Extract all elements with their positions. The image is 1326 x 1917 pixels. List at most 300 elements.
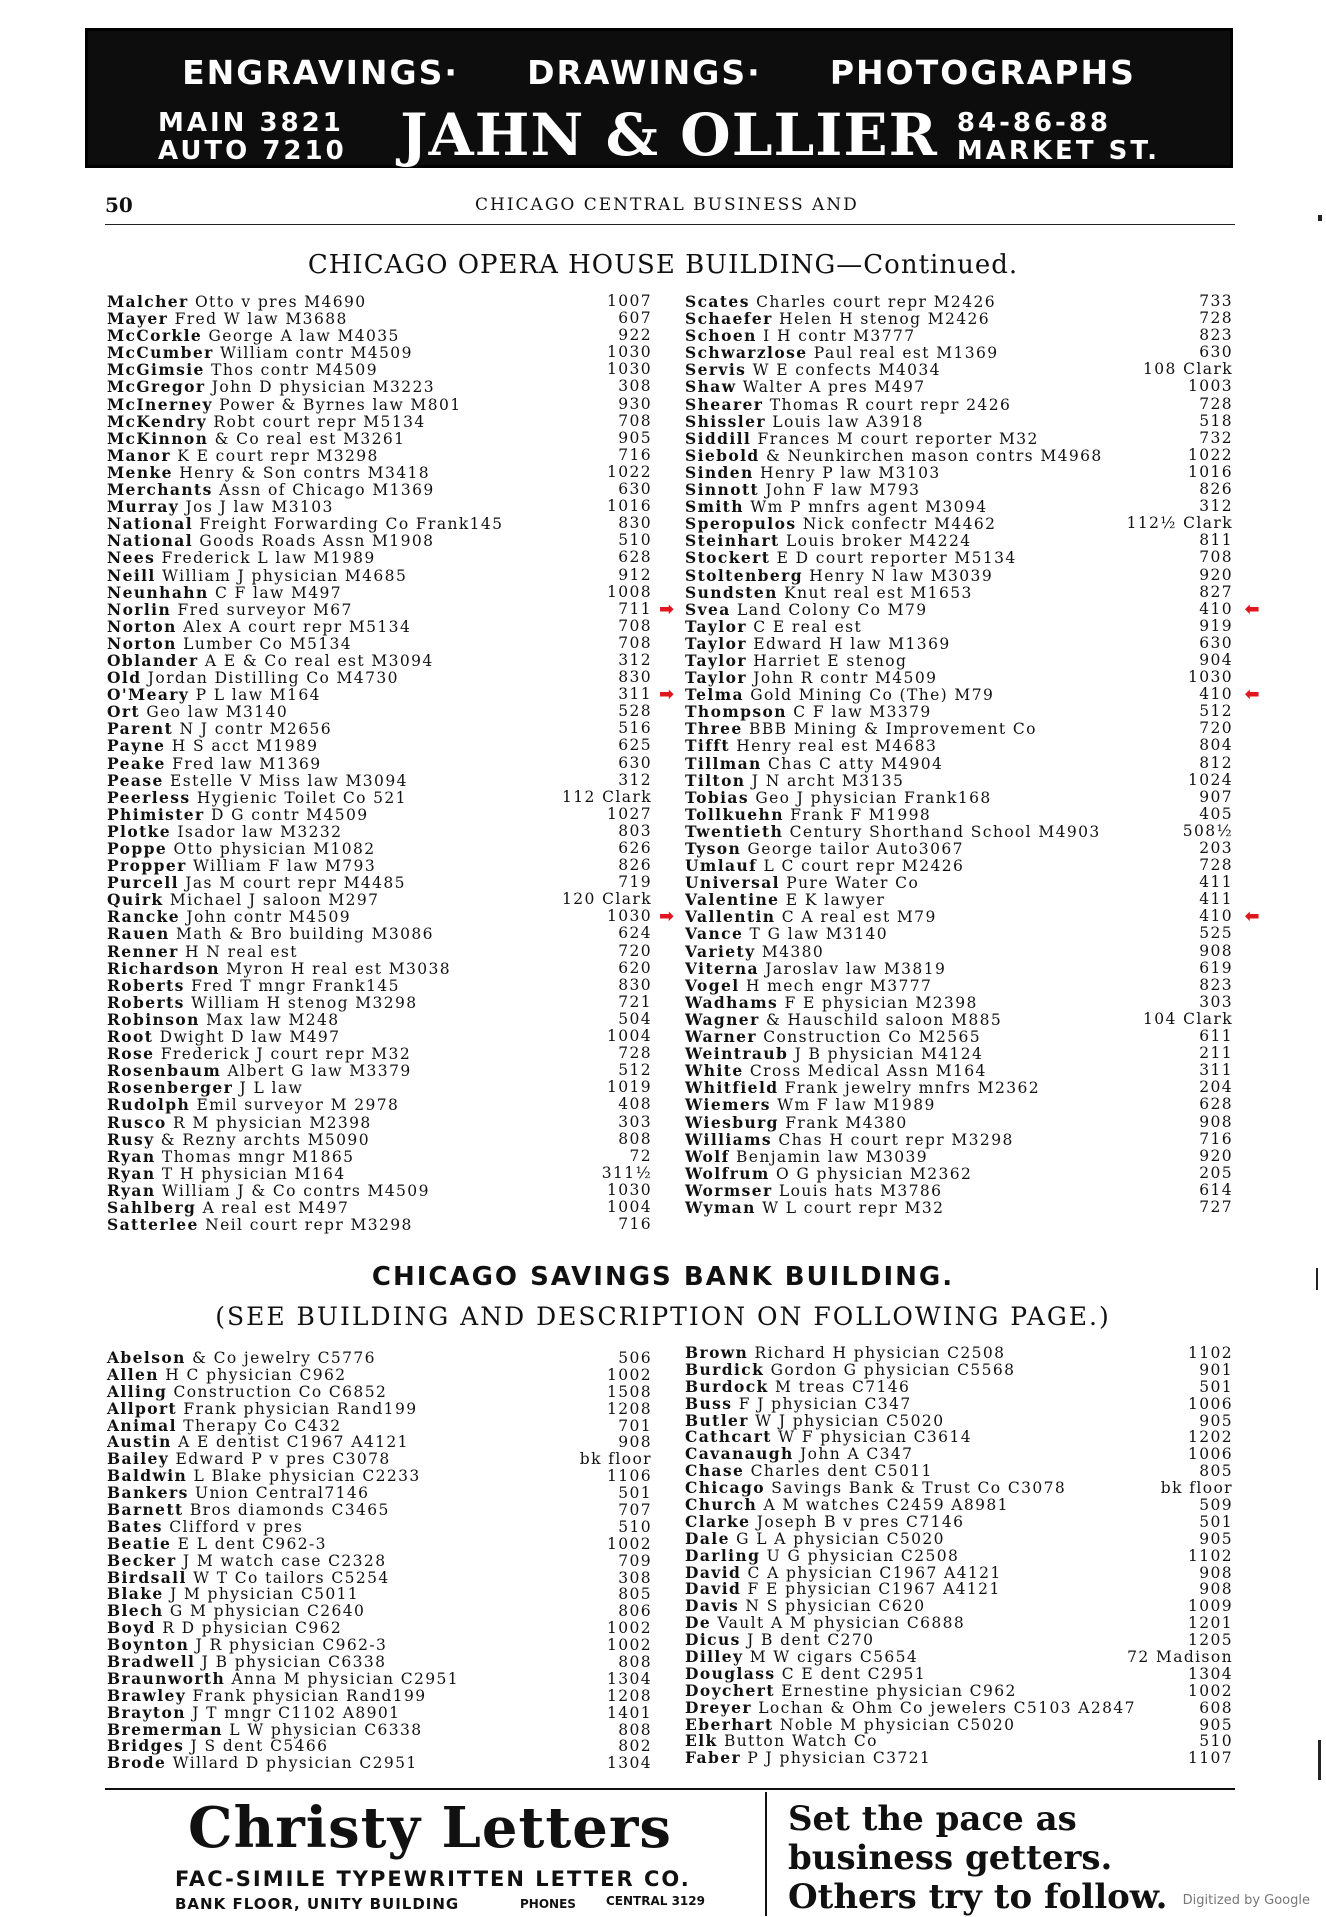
directory-entry [107, 1485, 652, 1502]
savings-bank-note: (SEE BUILDING AND DESCRIPTION ON FOLLOWING PAGE.) [215, 1302, 1111, 1331]
directory-entry [107, 1516, 652, 1536]
directory-entry [107, 720, 652, 737]
entry-room: 630 [618, 480, 652, 499]
directory-entry [685, 413, 1233, 430]
directory-entry [685, 498, 1233, 515]
entry-room: 1208 [606, 1686, 652, 1705]
entry-room: 1022 [1187, 445, 1233, 464]
entry-name: Taylor Edward H law M1369 [685, 633, 951, 653]
ad-slogan: Set the pace as business getters. Others try to follow. [788, 1799, 1168, 1917]
entry-room: 805 [618, 1585, 652, 1604]
directory-entry [685, 567, 1233, 584]
entry-name: Norlin Fred surveyor M67 [107, 599, 353, 619]
entry-name: Satterlee Neil court repr M3298 [107, 1215, 413, 1235]
entry-room: 620 [618, 958, 652, 977]
entry-room: 614 [1199, 1180, 1233, 1199]
entry-room: 732 [1199, 428, 1233, 447]
entry-name: Vallentin C A real est M79 [685, 907, 937, 927]
entry-name: Oblander A E & Co real est M3094 [107, 650, 434, 670]
entry-name: Tilton J N archt M3135 [685, 770, 905, 790]
entry-name: Rauen Math & Bro building M3086 [107, 924, 434, 944]
entry-name: McCumber William contr M4509 [107, 343, 413, 363]
entry-name: Norton Alex A court repr M5134 [107, 616, 412, 636]
christy-letters-ad [110, 1795, 750, 1916]
entry-room: 508½ [1182, 821, 1233, 840]
entry-name: Allport Frank physician Rand199 [107, 1398, 418, 1418]
entry-room: 823 [1199, 975, 1233, 994]
entry-name: Rusy & Rezny archts M5090 [107, 1129, 370, 1149]
directory-entry [659, 684, 1261, 706]
directory-entry [685, 1480, 1233, 1497]
entry-room: 720 [618, 941, 652, 960]
entry-name: Abelson & Co jewelry C5776 [107, 1348, 376, 1367]
entry-room: 908 [1199, 1563, 1233, 1582]
entry-name: Twentieth Century Shorthand School M4903 [685, 821, 1101, 841]
directory-entry [107, 430, 652, 447]
entry-name: Malcher Otto v pres M4690 [107, 292, 367, 311]
entry-room: 920 [1199, 565, 1233, 584]
entry-name: Brawley Frank physician Rand199 [107, 1685, 427, 1705]
entry-room: 802 [618, 1737, 652, 1756]
directory-entry [107, 584, 652, 601]
directory-entry [107, 601, 652, 618]
entry-name: Williams Chas H court repr M3298 [685, 1129, 1014, 1149]
directory-entry [685, 1114, 1233, 1131]
entry-name: Wolf Benjamin law M3039 [685, 1146, 929, 1166]
directory-entry [685, 515, 1233, 532]
entry-name: Ryan Thomas mngr M1865 [107, 1146, 355, 1166]
directory-entry [685, 806, 1233, 823]
entry-room: 908 [618, 1433, 652, 1452]
entry-name: Bailey Edward P v pres C3078 [107, 1449, 391, 1469]
directory-entry [107, 686, 652, 703]
directory-entry [107, 1550, 652, 1570]
entry-name: Cathcart W F physician C3614 [685, 1427, 972, 1447]
entry-name: Shissler Louis law A3918 [685, 411, 924, 431]
directory-entry [107, 1045, 652, 1062]
entry-name: Valentine E K lawyer [685, 890, 886, 910]
entry-room: 630 [618, 753, 652, 772]
directory-entry [685, 1463, 1233, 1480]
directory-entry [685, 584, 1233, 601]
entry-name: Faber P J physician C3721 [685, 1748, 932, 1768]
entry-name: Schwarzlose Paul real est M1369 [685, 343, 999, 363]
entry-room: 630 [1199, 343, 1233, 362]
entry-name: Rosenbaum Albert G law M3379 [107, 1061, 412, 1081]
entry-room: 410 [1199, 685, 1233, 704]
entry-room: 708 [1199, 548, 1233, 567]
directory-entry [107, 515, 652, 532]
directory-entry [107, 1567, 652, 1587]
entry-name: Manor K E court repr M3298 [107, 445, 379, 465]
directory-entry [685, 532, 1233, 549]
entry-name: Taylor John R contr M4509 [685, 668, 938, 688]
entry-room: 211 [1199, 1044, 1233, 1063]
entry-name: Siebold & Neunkirchen mason contrs M4968 [685, 445, 1103, 465]
entry-room: 411 [1199, 873, 1233, 892]
entry-room: 808 [618, 1653, 652, 1672]
entry-room: 826 [1199, 480, 1233, 499]
entry-name: Wiesburg Frank M4380 [685, 1112, 908, 1132]
directory-entry [107, 1415, 652, 1435]
directory-entry [685, 772, 1233, 789]
entry-room: 303 [1199, 992, 1233, 1011]
entry-name: Chicago Savings Bank & Trust Co C3078 [685, 1478, 1067, 1498]
entry-name: Ryan T H physician M164 [107, 1163, 346, 1183]
entry-room: 1304 [1187, 1664, 1233, 1683]
directory-entry [107, 1028, 652, 1045]
entry-name: Sinden Henry P law M3103 [685, 462, 941, 482]
directory-entry [685, 1148, 1233, 1165]
entry-room: 311 [618, 685, 652, 704]
entry-room: 733 [1199, 292, 1233, 310]
directory-entry [685, 1632, 1233, 1649]
directory-entry [107, 1165, 652, 1182]
entry-room: 1003 [1187, 377, 1233, 396]
directory-entry [107, 1350, 652, 1367]
directory-entry [107, 908, 652, 925]
bottom-ad-rule [105, 1788, 1235, 1790]
directory-entry [107, 327, 652, 344]
entry-room: 1030 [606, 907, 652, 926]
entry-room: 711 [618, 599, 652, 618]
highlight-arrow-back-icon: ⬅ [1244, 906, 1261, 928]
entry-name: Taylor Harriet E stenog [685, 650, 908, 670]
entry-name: Viterna Jaroslav law M3819 [685, 958, 947, 978]
directory-entry [107, 1096, 652, 1113]
entry-room: 808 [618, 1129, 652, 1148]
directory-entry [685, 1045, 1233, 1062]
entry-name: Norton Lumber Co M5134 [107, 633, 353, 653]
entry-name: Old Jordan Distilling Co M4730 [107, 668, 399, 688]
directory-entry [107, 1114, 652, 1131]
entry-room: 1106 [606, 1467, 652, 1486]
directory-entry [685, 481, 1233, 498]
entry-name: Servis W E confects M4034 [685, 360, 941, 380]
entry-name: Smith Wm P mnfrs agent M3094 [685, 497, 988, 517]
entry-name: Bradwell J B physician C6338 [107, 1652, 387, 1672]
entry-name: Quirk Michael J saloon M297 [107, 890, 380, 910]
entry-room: 727 [1199, 1197, 1233, 1216]
entry-name: Bankers Union Central7146 [107, 1483, 370, 1503]
entry-name: Pease Estelle V Miss law M3094 [107, 770, 408, 790]
entry-name: Boyd R D physician C962 [107, 1618, 343, 1638]
entry-room: 72 Madison [1127, 1648, 1233, 1667]
directory-entry [107, 293, 652, 310]
entry-name: White Cross Medical Assn M164 [685, 1061, 987, 1081]
directory-entry [107, 1719, 652, 1739]
ad-divider [765, 1792, 767, 1916]
ad-address-street: MARKET ST. [956, 136, 1160, 166]
entry-name: Wagner & Hauschild saloon M885 [685, 1009, 1003, 1029]
entry-room: 501 [1199, 1512, 1233, 1531]
entry-name: Scates Charles court repr M2426 [685, 292, 996, 311]
entry-room: 1030 [606, 1180, 652, 1199]
entry-name: McCorkle George A law M4035 [107, 326, 400, 346]
entry-name: Blech G M physician C2640 [107, 1601, 366, 1621]
entry-name: Thompson C F law M3379 [685, 702, 932, 722]
entry-room: 1304 [606, 1754, 652, 1773]
entry-name: Vance T G law M3140 [685, 924, 889, 944]
entry-name: Roberts William H stenog M3298 [107, 992, 418, 1012]
directory-entry [107, 977, 652, 994]
entry-room: 808 [618, 1720, 652, 1739]
directory-entry [107, 737, 652, 754]
entry-name: Burdock M treas C7146 [685, 1376, 911, 1396]
opera-house-left-column [107, 293, 652, 1233]
directory-entry [107, 669, 652, 686]
entry-room: 1019 [606, 1078, 652, 1097]
entry-name: Chase Charles dent C5011 [685, 1461, 933, 1481]
entry-room: 504 [618, 1009, 652, 1028]
entry-room: 830 [618, 975, 652, 994]
directory-entry [685, 1562, 1233, 1582]
scan-edge-mark [1318, 215, 1322, 221]
entry-room: 506 [618, 1349, 652, 1367]
entry-name: Poppe Otto physician M1082 [107, 839, 376, 858]
entry-room: 312 [618, 770, 652, 789]
entry-room: 716 [618, 1215, 652, 1234]
directory-entry [685, 840, 1233, 857]
directory-entry [107, 567, 652, 584]
entry-name: Tobias Geo J physician Frank168 [685, 787, 992, 807]
entry-name: Wolfrum O G physician M2362 [685, 1163, 973, 1183]
directory-entry [107, 874, 652, 891]
directory-entry [685, 977, 1233, 994]
entry-name: Sahlberg A real est M497 [107, 1197, 350, 1217]
directory-entry [685, 447, 1233, 464]
savings-bank-right-column [685, 1345, 1233, 1767]
directory-entry [685, 1028, 1233, 1045]
directory-entry [107, 789, 652, 806]
entry-name: Warner Construction Co M2565 [685, 1027, 981, 1047]
directory-entry [107, 447, 652, 464]
directory-entry [685, 618, 1233, 635]
entry-name: Payne H S acct M1989 [107, 736, 319, 756]
directory-entry [685, 652, 1233, 669]
entry-room: 312 [618, 650, 652, 669]
entry-name: Schaefer Helen H stenog M2426 [685, 309, 991, 329]
entry-room: 72 [629, 1146, 652, 1165]
directory-entry [107, 396, 652, 413]
entry-room: 905 [618, 428, 652, 447]
directory-entry [107, 1755, 652, 1772]
entry-room: 624 [618, 924, 652, 943]
directory-entry [685, 1750, 1233, 1767]
entry-name: Neunhahn C F law M497 [107, 582, 343, 602]
directory-entry [685, 464, 1233, 481]
entry-room: 1205 [1187, 1631, 1233, 1650]
entry-name: Sinnott John F law M793 [685, 480, 921, 500]
entry-room: 104 Clark [1143, 1009, 1233, 1028]
header-rule [105, 224, 1235, 225]
entry-room: 1006 [1187, 1445, 1233, 1464]
entry-name: Speropulos Nick confectr M4462 [685, 514, 997, 534]
entry-name: Ryan William J & Co contrs M4509 [107, 1180, 430, 1200]
directory-entry [107, 1131, 652, 1148]
entry-name: Taylor C E real est [685, 616, 863, 636]
entry-room: 303 [618, 1112, 652, 1131]
directory-entry [685, 549, 1233, 566]
entry-name: Bates Clifford v pres [107, 1516, 304, 1536]
entry-name: McGimsie Thos contr M4509 [107, 360, 378, 380]
entry-name: Rose Frederick J court repr M32 [107, 1044, 412, 1064]
directory-entry [107, 806, 652, 823]
entry-room: 908 [1199, 1112, 1233, 1131]
highlight-arrow-icon: ➡ [659, 906, 676, 928]
entry-room: 405 [1199, 804, 1233, 823]
directory-entry [107, 1079, 652, 1096]
directory-entry [107, 1199, 652, 1216]
entry-room: 930 [618, 394, 652, 413]
directory-entry [659, 906, 1261, 928]
entry-room: 518 [1199, 411, 1233, 430]
entry-room: 619 [1199, 958, 1233, 977]
entry-name: O'Meary P L law M164 [107, 685, 321, 705]
directory-entry [107, 1381, 652, 1401]
entry-room: 823 [1199, 326, 1233, 345]
directory-entry [685, 1545, 1233, 1565]
entry-name: Peake Fred law M1369 [107, 753, 322, 773]
entry-room: 803 [618, 821, 652, 840]
entry-room: 410 [1199, 907, 1233, 926]
entry-name: Propper William F law M793 [107, 856, 377, 876]
directory-entry [685, 1165, 1233, 1182]
directory-entry [685, 396, 1233, 413]
directory-entry [685, 737, 1233, 754]
entry-room: 510 [1199, 1732, 1233, 1751]
entry-name: Doychert Ernestine physician C962 [685, 1680, 1017, 1700]
entry-room: 1024 [1187, 770, 1233, 789]
entry-name: National Freight Forwarding Co Frank145 [107, 514, 504, 534]
entry-room: 628 [618, 548, 652, 567]
entry-room: 728 [1199, 856, 1233, 875]
entry-name: Menke Henry & Son contrs M3418 [107, 462, 430, 482]
entry-name: Braunworth Anna M physician C2951 [107, 1668, 460, 1688]
directory-entry [685, 1446, 1233, 1463]
entry-room: 1002 [606, 1636, 652, 1655]
directory-entry [685, 378, 1233, 395]
entry-room: 1004 [606, 1027, 652, 1046]
entry-room: 203 [1199, 839, 1233, 857]
entry-name: Barnett Bros diamonds C3465 [107, 1500, 390, 1520]
entry-room: 607 [618, 309, 652, 328]
directory-entry [107, 498, 652, 515]
directory-entry [685, 1199, 1233, 1216]
entry-name: Renner H N real est [107, 941, 298, 961]
directory-entry [685, 327, 1233, 344]
directory-entry [107, 840, 652, 857]
entry-name: Phimister D G contr M4509 [107, 804, 369, 824]
directory-entry [107, 994, 652, 1011]
directory-entry [685, 1528, 1233, 1548]
entry-room: 204 [1199, 1078, 1233, 1097]
savings-bank-left-column [107, 1350, 652, 1772]
entry-room: 512 [618, 1061, 652, 1080]
entry-name: Tillman Chas C atty M4904 [685, 753, 944, 773]
entry-room: 630 [1199, 633, 1233, 652]
directory-entry [107, 1738, 652, 1755]
entry-room: 904 [1199, 650, 1233, 669]
entry-room: 1016 [606, 497, 652, 516]
ad-service-drawings: DRAWINGS· [527, 53, 762, 92]
google-watermark: Digitized by Google [1182, 1893, 1310, 1908]
entry-name: Wiemers Wm F law M1989 [685, 1095, 936, 1115]
entry-room: bk floor [579, 1450, 652, 1469]
entry-name: Weintraub J B physician M4124 [685, 1044, 984, 1064]
scan-edge-mark [1316, 1268, 1318, 1290]
entry-room: 1304 [606, 1669, 652, 1688]
entry-room: 806 [618, 1602, 652, 1621]
opera-house-right-column [659, 292, 1261, 1217]
directory-entry [107, 481, 652, 498]
entry-name: Steinhart Louis broker M4224 [685, 531, 972, 551]
directory-entry [107, 1434, 652, 1451]
page-header [105, 193, 1235, 221]
entry-room: 1208 [606, 1399, 652, 1418]
entry-room: 512 [1199, 702, 1233, 721]
entry-name: Schoen I H contr M3777 [685, 326, 916, 346]
directory-entry [685, 720, 1233, 737]
directory-entry [107, 344, 652, 361]
entry-name: McGregor John D physician M3223 [107, 377, 436, 397]
directory-entry [107, 1685, 652, 1705]
entry-room: 812 [1199, 753, 1233, 772]
entry-room: 308 [618, 377, 652, 396]
christy-floor: BANK FLOOR, UNITY BUILDING [175, 1895, 460, 1913]
entry-name: Douglass C E dent C2951 [685, 1663, 926, 1683]
entry-room: 721 [618, 992, 652, 1011]
entry-name: Svea Land Colony Co M79 [685, 599, 928, 619]
top-advertisement [85, 28, 1233, 168]
entry-name: Brode Willard D physician C2951 [107, 1753, 418, 1773]
entry-room: 525 [1199, 924, 1233, 943]
entry-room: 510 [618, 531, 652, 550]
directory-entry [107, 1502, 652, 1519]
directory-entry [685, 1376, 1233, 1396]
entry-name: Shearer Thomas R court repr 2426 [685, 394, 1012, 414]
directory-entry [685, 1062, 1233, 1079]
directory-entry [685, 925, 1233, 942]
entry-room: 826 [618, 856, 652, 875]
directory-entry [685, 635, 1233, 652]
entry-room: 312 [1199, 497, 1233, 516]
entry-name: Brayton J T mngr C1102 A8901 [107, 1702, 401, 1722]
entry-room: 1002 [606, 1534, 652, 1553]
entry-name: Neill William J physician M4685 [107, 565, 408, 585]
directory-entry [685, 789, 1233, 806]
entry-name: Cavanaugh John A C347 [685, 1444, 914, 1464]
directory-entry [107, 925, 652, 942]
entry-room: 625 [618, 736, 652, 755]
directory-entry [107, 1216, 652, 1233]
entry-name: Butler W J physician C5020 [685, 1410, 945, 1430]
directory-entry [685, 293, 1233, 310]
entry-name: Beatie E L dent C962-3 [107, 1533, 327, 1553]
entry-room: 1002 [1187, 1681, 1233, 1700]
directory-entry [107, 891, 652, 908]
ad-address-block [957, 109, 1160, 165]
entry-name: Siddill Frances M court reporter M32 [685, 428, 1039, 448]
directory-entry [685, 823, 1233, 840]
entry-room: 501 [618, 1484, 652, 1503]
directory-entry [685, 703, 1233, 720]
entry-name: Ort Geo law M3140 [107, 702, 289, 722]
entry-room: 608 [1199, 1698, 1233, 1717]
entry-room: 908 [1199, 1580, 1233, 1599]
directory-entry [685, 361, 1233, 378]
entry-room: 120 Clark [562, 890, 652, 909]
